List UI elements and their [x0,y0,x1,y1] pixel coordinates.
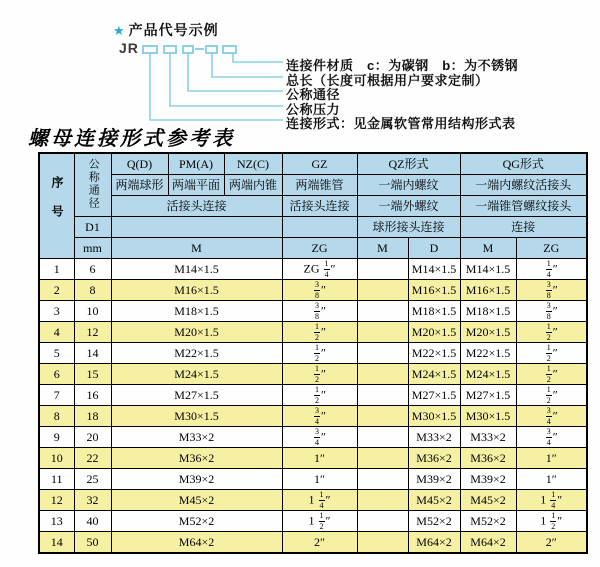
cell-gz: $\frac{1}{2}$ ″ [282,385,357,406]
col-header-nz: NZ(C) [224,153,282,175]
diagram-heading-text: 产品代号示例 [128,22,219,38]
unit-qg-m-label: M [460,238,516,259]
cell-m: M33×2 [111,427,282,448]
cell-qg-zg: $\frac{1}{2}$ ″ [516,322,587,343]
cell-seq: 10 [39,448,74,469]
code-box-3 [182,45,194,54]
col-header-pm: PM(A) [168,153,224,175]
col-header-qg: QG形式 [460,153,587,175]
cell-gz: 1″ [282,469,357,490]
cell-qz-m [357,364,408,385]
table-row [39,511,587,532]
cell-qg-zg: $\frac{3}{8}$ ″ [516,280,587,301]
cell-qg-m: M30×1.5 [460,406,516,427]
code-prefix: JR [119,40,139,56]
col-header-qz: QZ形式 [357,153,460,175]
gz-subtitle: 两端锥管 [282,175,357,196]
cell-gz: 1″ [282,448,357,469]
code-box-2 [163,45,177,54]
cell-qz-m [357,511,408,532]
cell-qg-m: M27×1.5 [460,385,516,406]
cell-qz-m [357,448,408,469]
cell-qg-zg: 1 $\frac{1}{2}$ ″ [516,511,587,532]
union-connection-label: 活接头连接 [111,196,282,217]
code-box-5 [222,45,237,54]
table-title: 螺母连接形式参考表 [28,128,235,150]
table-row [39,490,587,511]
gz-union-label: 活接头连接 [282,196,357,217]
cell-seq: 5 [39,343,74,364]
table-row [39,259,587,280]
qz-subtitle: 一端内螺纹 [357,175,460,196]
cell-m: M39×2 [111,469,282,490]
cell-seq: 13 [39,511,74,532]
cell-qz-d: M24×1.5 [408,364,460,385]
cell-qg-m: M36×2 [460,448,516,469]
cell-qz-m [357,469,408,490]
code-dash [195,48,204,50]
cell-m: M64×2 [111,532,282,554]
cell-seq: 4 [39,322,74,343]
cell-gz: $\frac{1}{2}$ ″ [282,322,357,343]
star-icon: ★ [113,23,126,38]
table-row [39,385,587,406]
cell-dn: 22 [74,448,111,469]
cell-m: M45×2 [111,490,282,511]
header-row-4 [39,217,587,238]
cell-m: M52×2 [111,511,282,532]
cell-qz-m [357,322,408,343]
cell-m: M18×1.5 [111,301,282,322]
cell-qz-d: M22×1.5 [408,343,460,364]
cell-qz-m [357,385,408,406]
nz-subtitle: 两端内锥 [224,175,282,196]
cell-seq: 8 [39,406,74,427]
cell-dn: 25 [74,469,111,490]
cell-gz: $\frac{3}{4}$ ″ [282,406,357,427]
cell-qz-d: M36×2 [408,448,460,469]
cell-qz-m [357,532,408,554]
diagram-label-pressure: 公称压力 [286,102,341,117]
cell-dn: 15 [74,364,111,385]
table-row [39,280,587,301]
cell-m: M14×1.5 [111,259,282,280]
cell-dn: 18 [74,406,111,427]
cell-qz-d: M45×2 [408,490,460,511]
cell-qg-zg: $\frac{3}{4}$ ″ [516,406,587,427]
cell-qz-d: M64×2 [408,532,460,554]
cell-qz-d: M33×2 [408,427,460,448]
cell-qz-d: M20×1.5 [408,322,460,343]
cell-qg-m: M33×2 [460,427,516,448]
col-header-gz: GZ [282,153,357,175]
cell-qg-zg: $\frac{1}{2}$ ″ [516,385,587,406]
cell-qz-d: M27×1.5 [408,385,460,406]
cell-qg-zg: 1″ [516,469,587,490]
diagram-label-diameter: 公称通径 [286,87,341,102]
cell-qz-d: M52×2 [408,511,460,532]
cell-m: M24×1.5 [111,364,282,385]
cell-seq: 11 [39,469,74,490]
diagram-heading [113,20,219,40]
cell-seq: 3 [39,301,74,322]
cell-dn: 50 [74,532,111,554]
header-row-5 [39,238,587,259]
cell-m: M20×1.5 [111,322,282,343]
cell-dn: 20 [74,427,111,448]
cell-qg-zg: $\frac{1}{2}$ ″ [516,364,587,385]
cell-seq: 1 [39,259,74,280]
pm-subtitle: 两端平面 [168,175,224,196]
qz-row3-label: 一端外螺纹 [357,196,460,217]
empty-cell [111,217,282,238]
header-row-3 [39,196,587,217]
cell-gz: ZG $\frac{1}{4}$ ″ [282,259,357,280]
diagram-label-material: 连接件材质 c：为碳钢 b：为不锈钢 [286,58,519,73]
diagram-label-length: 总长（长度可根据用户要求定制） [286,73,489,88]
cell-qg-zg: 1″ [516,448,587,469]
diagram-label-connection: 连接形式：见金属软管常用结构形式表 [286,116,516,131]
table-row [39,448,587,469]
col-header-q: Q(D) [111,153,168,175]
cell-qg-m: M24×1.5 [460,364,516,385]
cell-gz: 2″ [282,532,357,554]
col-header-dn: 公称通径 [74,153,111,217]
table-row [39,427,587,448]
cell-qz-d: M14×1.5 [408,259,460,280]
empty-cell [282,217,357,238]
cell-dn: 8 [74,280,111,301]
cell-m: M30×1.5 [111,406,282,427]
cell-qz-d: M18×1.5 [408,301,460,322]
cell-gz: $\frac{1}{2}$ ″ [282,364,357,385]
header-row-1 [39,153,587,175]
mm-label: mm [74,238,111,259]
cell-qz-m [357,343,408,364]
cell-m: M27×1.5 [111,385,282,406]
qz-row4-label: 球形接头连接 [357,217,460,238]
cell-qz-d: M16×1.5 [408,280,460,301]
cell-qg-zg: 1 $\frac{1}{4}$ ″ [516,490,587,511]
cell-seq: 14 [39,532,74,554]
cell-dn: 14 [74,343,111,364]
table-row [39,301,587,322]
cell-qz-d: M39×2 [408,469,460,490]
cell-dn: 32 [74,490,111,511]
cell-qg-zg: $\frac{1}{4}$ ″ [516,259,587,280]
cell-seq: 6 [39,364,74,385]
table-row [39,364,587,385]
qg-row3-label: 一端锥管螺纹接头 [460,196,587,217]
table-row [39,343,587,364]
cell-seq: 12 [39,490,74,511]
reference-table [38,152,588,554]
cell-m: M36×2 [111,448,282,469]
cell-qg-m: M64×2 [460,532,516,554]
cell-qg-m: M14×1.5 [460,259,516,280]
unit-qg-zg-label: ZG [516,238,587,259]
table-row [39,406,587,427]
cell-qg-m: M39×2 [460,469,516,490]
cell-dn: 16 [74,385,111,406]
d1-label: D1 [74,217,111,238]
cell-qg-zg: $\frac{3}{8}$ ″ [516,301,587,322]
cell-gz: $\frac{3}{8}$ ″ [282,301,357,322]
unit-qz-m-label: M [357,238,408,259]
cell-dn: 12 [74,322,111,343]
cell-qg-m: M20×1.5 [460,322,516,343]
cell-seq: 7 [39,385,74,406]
table-row [39,532,587,554]
unit-m-label: M [111,238,282,259]
cell-qg-zg: $\frac{3}{4}$ ″ [516,427,587,448]
qg-subtitle: 一端内螺纹活接头 [460,175,587,196]
q-subtitle: 两端球形 [111,175,168,196]
cell-qz-m [357,259,408,280]
cell-qg-m: M45×2 [460,490,516,511]
cell-qg-zg: $\frac{1}{2}$ ″ [516,343,587,364]
code-box-1 [142,45,158,54]
cell-qz-m [357,490,408,511]
cell-m: M22×1.5 [111,343,282,364]
cell-qg-m: M16×1.5 [460,280,516,301]
table-row [39,322,587,343]
header-row-2 [39,175,587,196]
cell-seq: 9 [39,427,74,448]
cell-gz: $\frac{3}{4}$ ″ [282,427,357,448]
table-body [39,259,587,554]
col-header-seq: 序号 [39,153,74,259]
qg-row4-label: 连接 [460,217,587,238]
cell-gz: 1 $\frac{1}{2}$ ″ [282,511,357,532]
cell-gz: 1 $\frac{1}{4}$ ″ [282,490,357,511]
cell-dn: 40 [74,511,111,532]
unit-qz-d-label: D [408,238,460,259]
code-box-4 [205,45,218,54]
cell-qz-d: M30×1.5 [408,406,460,427]
cell-qz-m [357,301,408,322]
cell-qg-m: M22×1.5 [460,343,516,364]
cell-dn: 10 [74,301,111,322]
cell-m: M16×1.5 [111,280,282,301]
cell-gz: $\frac{1}{2}$ ″ [282,343,357,364]
unit-zg-label: ZG [282,238,357,259]
cell-seq: 2 [39,280,74,301]
cell-dn: 6 [74,259,111,280]
table-row [39,469,587,490]
cell-qz-m [357,427,408,448]
cell-qg-m: M18×1.5 [460,301,516,322]
cell-qz-m [357,280,408,301]
cell-qz-m [357,406,408,427]
cell-qg-m: M52×2 [460,511,516,532]
cell-qg-zg: 2″ [516,532,587,554]
cell-gz: $\frac{3}{8}$ ″ [282,280,357,301]
